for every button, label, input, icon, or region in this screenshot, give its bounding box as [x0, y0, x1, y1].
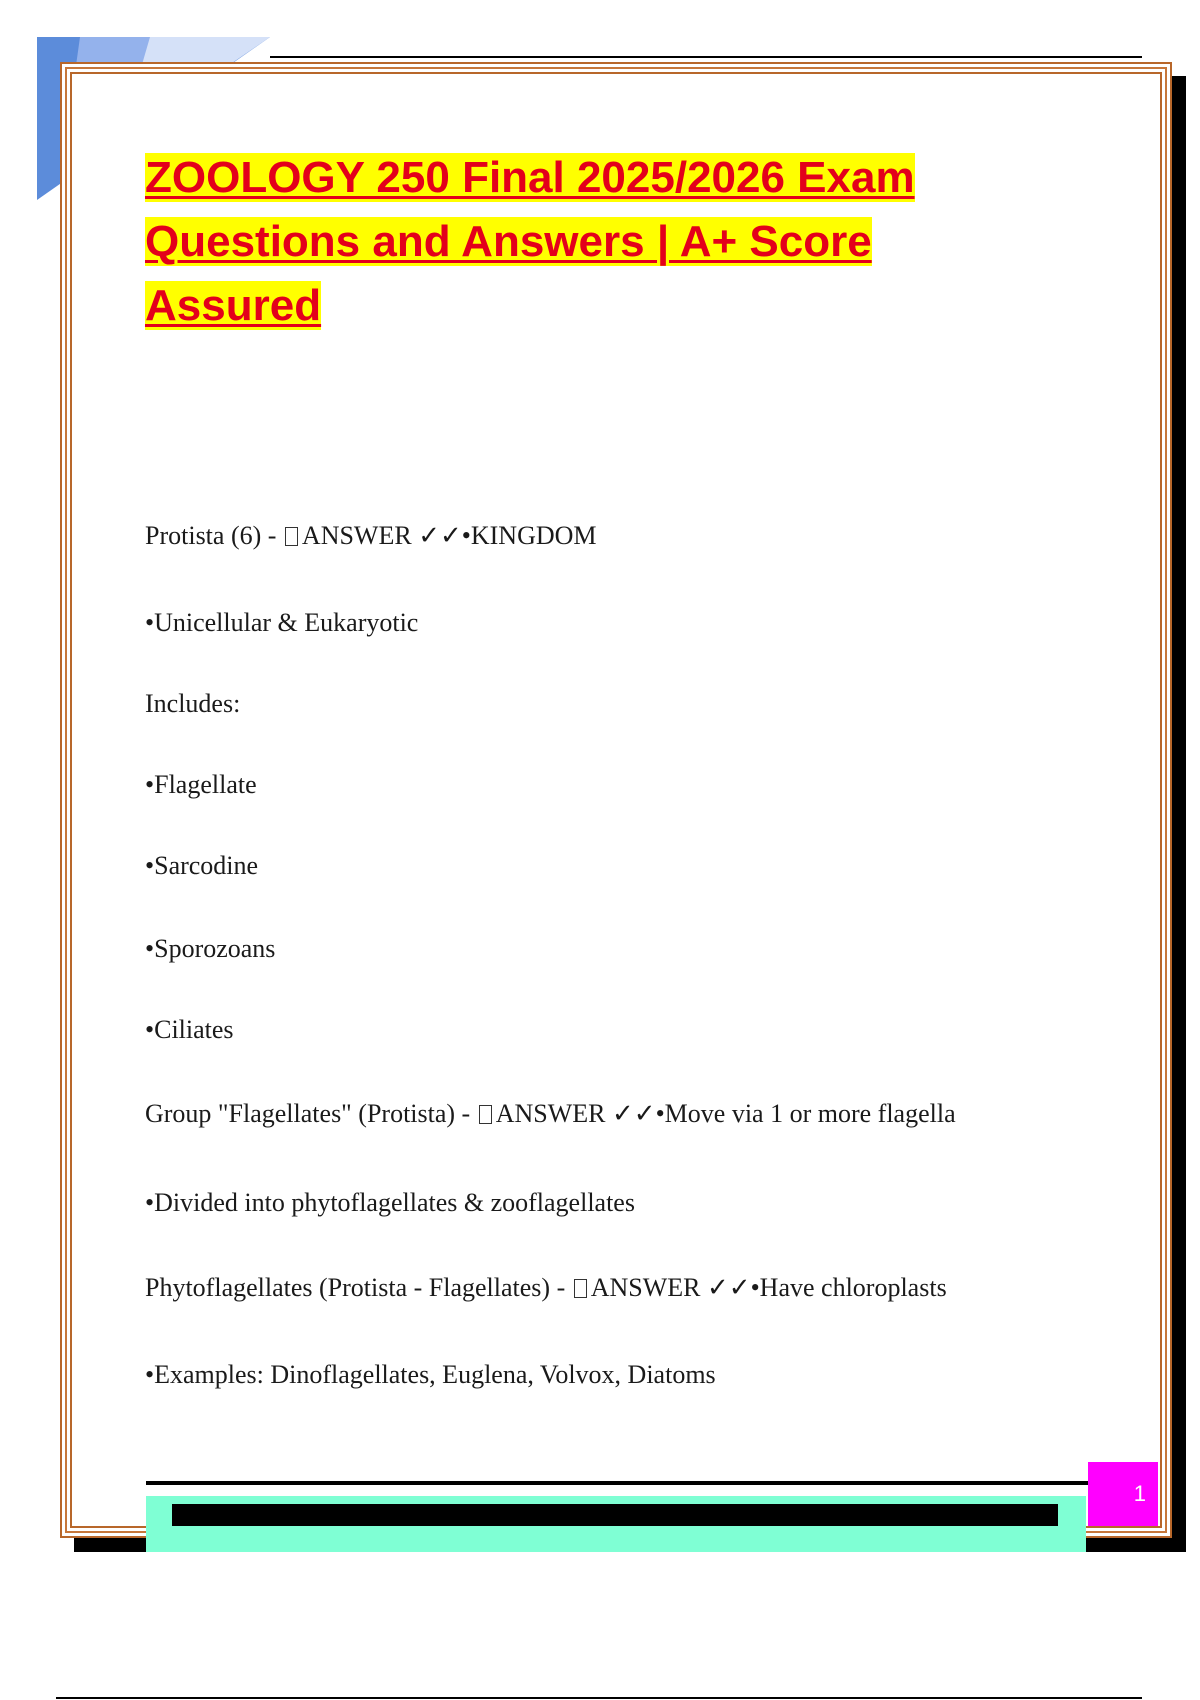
page-number: 1 [1088, 1462, 1158, 1526]
title-line-2: Questions and Answers | A+ Score [145, 217, 872, 266]
body-line: Includes: [145, 689, 241, 718]
question-text: Group "Flagellates" (Protista) - [145, 1099, 471, 1128]
answer-text: ANSWER ✓✓•KINGDOM [301, 521, 597, 550]
body-line: •Flagellate [145, 770, 257, 799]
answer-text: ANSWER ✓✓•Have chloroplasts [590, 1273, 947, 1302]
qa-line-flagellates [145, 1098, 956, 1130]
question-text: Phytoflagellates (Protista - Flagellates) - [145, 1273, 566, 1302]
qa-line-protista [145, 520, 597, 552]
document-title [145, 146, 1045, 338]
title-line-3: Assured [145, 281, 322, 330]
footer-rule [146, 1481, 1090, 1485]
body-line: •Divided into phytoflagellates & zooflagellates [145, 1188, 635, 1217]
question-text: Protista (6) - [145, 521, 277, 550]
top-rule [270, 56, 1142, 58]
bottom-rule [56, 1697, 1142, 1699]
missing-glyph-icon [574, 1279, 587, 1298]
footer-bar [172, 1504, 1058, 1526]
qa-line-phytoflagellates [145, 1272, 947, 1304]
answer-text: ANSWER ✓✓•Move via 1 or more flagella [495, 1099, 956, 1128]
title-line-1: ZOOLOGY 250 Final 2025/2026 Exam [145, 153, 915, 202]
missing-glyph-icon [285, 527, 298, 546]
body-line: •Ciliates [145, 1015, 234, 1044]
missing-glyph-icon [479, 1105, 492, 1124]
body-line: •Sporozoans [145, 934, 276, 963]
body-line: •Unicellular & Eukaryotic [145, 608, 419, 637]
body-line: •Examples: Dinoflagellates, Euglena, Volvox, Diatoms [145, 1360, 716, 1389]
body-line: •Sarcodine [145, 851, 259, 880]
